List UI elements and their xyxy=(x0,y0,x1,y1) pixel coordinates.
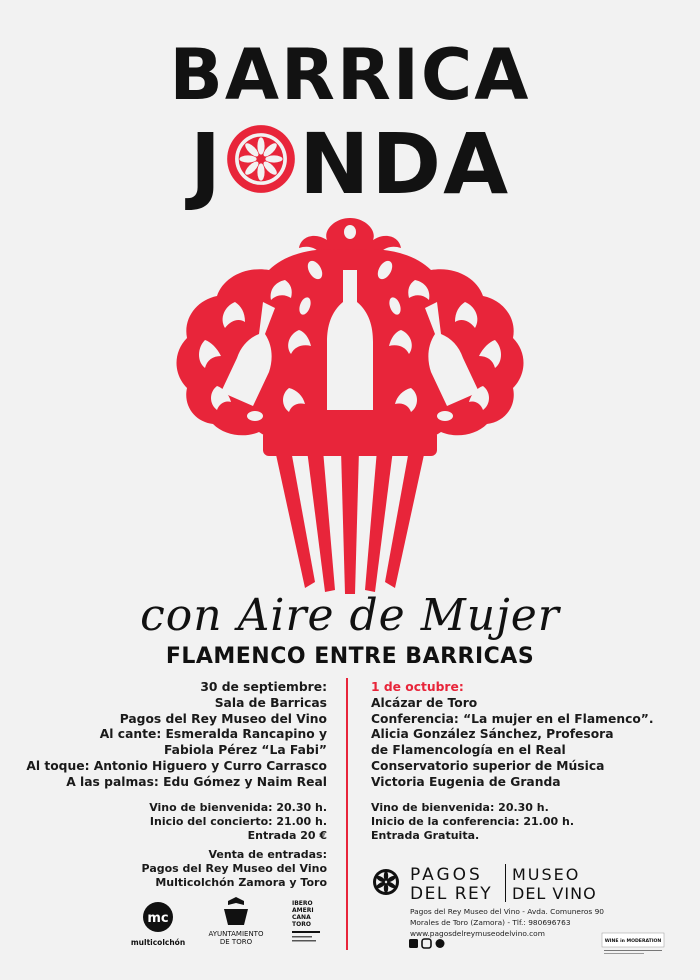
ibero-line: CANA xyxy=(292,914,311,921)
event1-line: Al cante: Esmeralda Rancapino y xyxy=(99,727,327,742)
event2-line: Conferencia: “La mujer en el Flamenco”. xyxy=(371,711,654,726)
event1-start-time: 21.00 h. xyxy=(276,814,327,828)
multicolchon-name: multicolchón xyxy=(130,938,186,947)
event1-date: 30 de septiembre: xyxy=(200,680,327,694)
ibero-line: AMERI xyxy=(292,907,314,914)
event1-welcome-time: 20.30 h. xyxy=(276,800,327,814)
event1-line: Sala de Barricas xyxy=(214,695,327,710)
column-divider xyxy=(346,678,348,950)
event2-line: Alicia González Sánchez, Profesora xyxy=(371,727,614,742)
tickets-line: Pagos del Rey Museo del Vino xyxy=(141,862,327,875)
event2-welcome-label: Vino de bienvenida: xyxy=(371,800,499,814)
museo-line2: DEL VINO xyxy=(512,884,597,903)
address-line2: Morales de Toro (Zamora) - Tlf.: 980696763 xyxy=(410,918,571,927)
address-line1: Pagos del Rey Museo del Vino - Avda. Comuneros 90 xyxy=(410,907,604,916)
coat-of-arms-icon xyxy=(224,897,248,925)
event2-line: de Flamencología en el Real xyxy=(371,743,566,758)
website[interactable]: www.pagosdelreymuseodelvino.com xyxy=(410,929,545,938)
title-jonda-j: J xyxy=(189,115,224,213)
pagos-del-rey-logo xyxy=(370,858,610,908)
sponsor-logos xyxy=(130,895,340,955)
pagos-name-line2: DEL REY xyxy=(410,884,493,904)
peineta-comb-illustration xyxy=(165,210,535,595)
event2-start xyxy=(371,815,654,829)
event2-line: Conservatorio superior de Música xyxy=(371,758,605,773)
event1-welcome-label: Vino de bienvenida: xyxy=(149,800,277,814)
museo-line1: MUSEO xyxy=(512,865,581,884)
instagram-icon[interactable] xyxy=(422,939,431,948)
social-icons xyxy=(409,939,449,949)
event2-welcome xyxy=(371,801,654,815)
event1-start xyxy=(26,815,327,829)
multicolchon-mark: mc xyxy=(147,911,169,926)
facebook-icon[interactable] xyxy=(409,939,418,948)
event1-line: Al toque: Antonio Higuero y Curro Carrasco xyxy=(26,758,327,773)
twitter-icon[interactable] xyxy=(436,939,445,948)
ayuntamiento-toro-logo xyxy=(209,897,264,946)
ibero-line: IBERO xyxy=(292,900,313,907)
multicolchon-logo xyxy=(131,902,185,947)
ayuntamiento-line1: AYUNTAMIENTO xyxy=(208,930,264,938)
wine-badge-text: WINE in MODERATION xyxy=(604,939,662,944)
event-oct-1 xyxy=(371,680,654,843)
wine-in-moderation-badge xyxy=(602,933,664,955)
tickets-heading: Venta de entradas: xyxy=(208,848,327,861)
event1-start-label: Inicio del concierto: xyxy=(149,814,277,828)
tickets-line: Multicolchón Zamora y Toro xyxy=(155,876,327,889)
event2-line: Victoria Eugenia de Granda xyxy=(371,774,561,789)
event1-line: Fabiola Pérez “La Fabi” xyxy=(163,743,327,758)
event2-date: 1 de octubre: xyxy=(371,680,464,694)
event1-entry: Entrada 20 € xyxy=(247,828,327,842)
event2-start-label: Inicio de la conferencia: xyxy=(371,814,524,828)
subtitle-flamenco: FLAMENCO ENTRE BARRICAS xyxy=(165,644,535,669)
title-jonda-rest: NDA xyxy=(299,115,511,213)
pagos-address xyxy=(410,906,604,939)
iberoamericana-toro-logo xyxy=(292,900,320,942)
pagos-emblem-icon xyxy=(373,869,399,895)
ayuntamiento-line2: DE TORO xyxy=(219,938,253,946)
ticket-sales xyxy=(142,848,327,890)
pagos-name-line1: PAGOS xyxy=(410,865,483,885)
event1-line: Pagos del Rey Museo del Vino xyxy=(119,711,327,726)
ibero-line: TORO xyxy=(292,921,311,928)
event1-welcome xyxy=(26,801,327,815)
event2-start-time: 21.00 h. xyxy=(523,814,575,828)
title-barrica: BARRICA xyxy=(169,34,531,116)
tagline-con-aire-de-mujer: con Aire de Mujer xyxy=(140,590,560,641)
event-sept-30 xyxy=(26,680,327,843)
event2-line: Alcázar de Toro xyxy=(371,695,478,710)
event2-entry: Entrada Gratuita. xyxy=(371,828,480,842)
event1-line: A las palmas: Edu Gómez y Naim Real xyxy=(66,774,327,789)
event2-welcome-time: 20.30 h. xyxy=(498,800,549,814)
title-jonda xyxy=(0,115,700,213)
wheel-o-icon xyxy=(225,123,297,195)
